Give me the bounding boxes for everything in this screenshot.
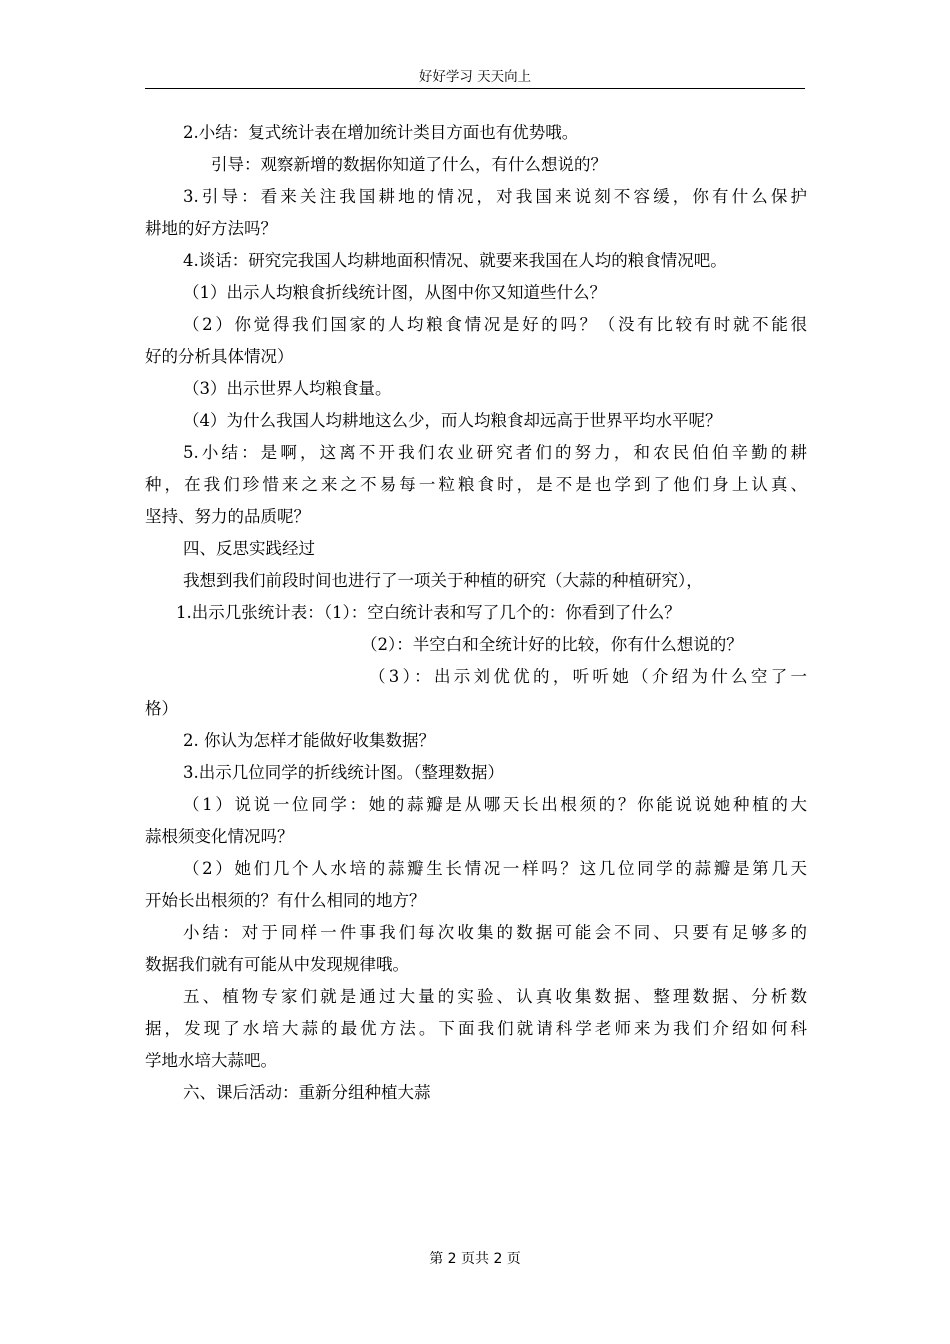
body-line: 种，在我们珍惜来之来之不易每一粒粮食时，是不是也学到了他们身上认真、 — [145, 475, 807, 494]
page-number: 第 2 页共 2 页 — [429, 1251, 521, 1267]
body-line: 4.谈话：研究完我国人均耕地面积情况、就要来我国在人均的粮食情况吧。 — [183, 251, 727, 270]
body-line: 引导：观察新增的数据你知道了什么，有什么想说的？ — [211, 155, 607, 174]
body-line: （4）为什么我国人均耕地这么少，而人均粮食却远高于世界平均水平呢？ — [183, 411, 722, 430]
body-line: （3）：出示刘优优的，听听她（介绍为什么空了一 — [369, 667, 807, 686]
body-line: 学地水培大蒜吧。 — [145, 1051, 277, 1070]
body-line: 3.出示几位同学的折线统计图。（整理数据） — [183, 763, 504, 782]
body-line: 2. 你认为怎样才能做好收集数据？ — [183, 731, 435, 750]
body-line: （2）她们几个人水培的蒜瓣生长情况一样吗？这几位同学的蒜瓣是第几天 — [183, 859, 807, 878]
body-line: （1）说说一位同学：她的蒜瓣是从哪天长出根须的？你能说说她种植的大 — [183, 795, 807, 814]
body-line: 好的分析具体情况） — [145, 347, 294, 366]
body-line: 我想到我们前段时间也进行了一项关于种植的研究（大蒜的种植研究）， — [183, 571, 703, 590]
body-line: 数据我们就有可能从中发现规律哦。 — [145, 955, 409, 974]
body-line: 1.出示几张统计表：（1）：空白统计表和写了几个的：你看到了什么？ — [176, 603, 681, 622]
body-line: 据，发现了水培大蒜的最优方法。下面我们就请科学老师来为我们介绍如何科 — [145, 1019, 807, 1038]
section-heading: 六、课后活动：重新分组种植大蒜 — [183, 1083, 431, 1102]
header-title: 好好学习 天天向上 — [418, 69, 532, 85]
page-footer — [0, 1248, 950, 1268]
body-line: 耕地的好方法吗？ — [145, 219, 277, 238]
body-line: （1）出示人均粮食折线统计图，从图中你又知道些什么？ — [183, 283, 606, 302]
body-line: 格） — [145, 699, 178, 718]
body-line: 小结：对于同样一件事我们每次收集的数据可能会不同、只要有足够多的 — [183, 923, 807, 942]
page-header — [145, 66, 805, 89]
document-body — [145, 117, 807, 1109]
body-line: 蒜根须变化情况吗？ — [145, 827, 294, 846]
body-line: 2.小结：复式统计表在增加统计类目方面也有优势哦。 — [183, 123, 579, 142]
body-line: 3.引导：看来关注我国耕地的情况，对我国来说刻不容缓，你有什么保护 — [183, 187, 807, 206]
body-line: 坚持、努力的品质呢？ — [145, 507, 310, 526]
body-line: 5.小结：是啊，这离不开我们农业研究者们的努力，和农民伯伯辛勤的耕 — [183, 443, 807, 462]
body-line: （2）：半空白和全统计好的比较，你有什么想说的？ — [361, 635, 743, 654]
body-line: （3）出示世界人均粮食量。 — [183, 379, 392, 398]
body-line: 开始长出根须的？有什么相同的地方？ — [145, 891, 426, 910]
section-heading: 四、反思实践经过 — [183, 539, 315, 558]
body-line: （2）你觉得我们国家的人均粮食情况是好的吗？（没有比较有时就不能很 — [183, 315, 807, 334]
section-heading: 五、植物专家们就是通过大量的实验、认真收集数据、整理数据、分析数 — [183, 987, 807, 1006]
